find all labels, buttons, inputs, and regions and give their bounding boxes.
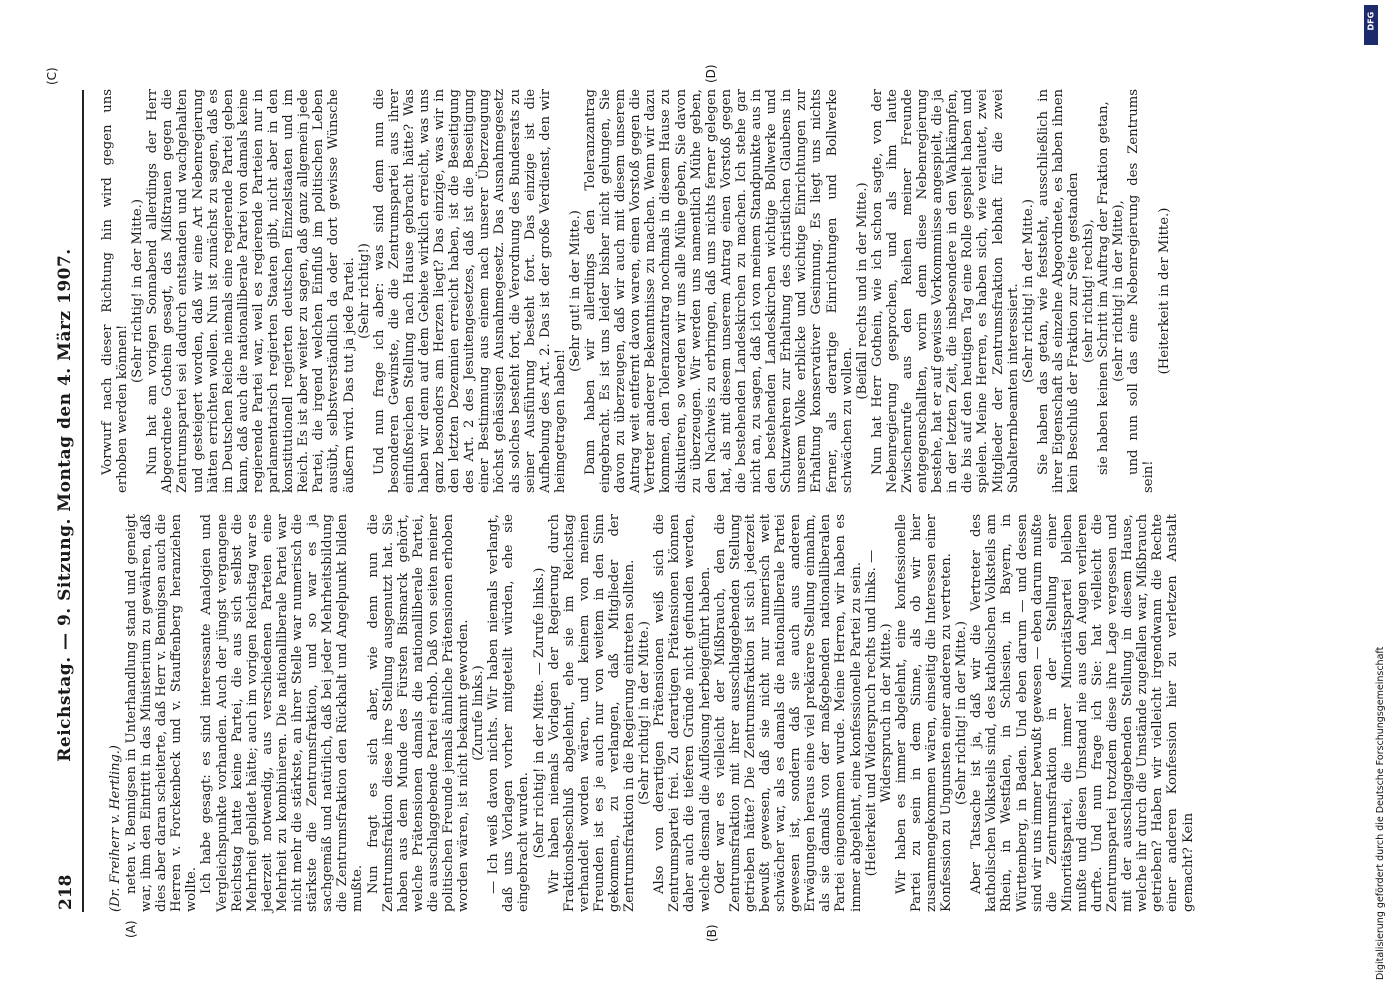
paragraph: Sie haben das getan, wie feststeht, ausschließlich in ihrer Eigenschaft als einzelne Abgeordnete, es haben ihnen kein Beschluß der Fraktion zur Seite gestanden xyxy=(1035,89,1081,493)
paragraph: Vorwurf nach dieser Richtung hin wird gegen uns erhoben werden können! xyxy=(100,89,131,493)
paragraph: Wir haben niemals Vorlagen der Regierung durch Fraktionsbeschluß abgelehnt, ehe sie im Reichstag verhandelt worden wären, und keinem von meinen Freunden ist es je auch nur von weitem in den Sinn gekommen, zu verlangen, daß Mitglieder der Zentrumsfraktion in die Regierung eintreten sollten. xyxy=(546,514,638,912)
text-column-right xyxy=(100,89,1306,493)
running-head: (Dr. Freiherr v. Hertling.) xyxy=(108,744,123,912)
paragraph: (Sehr richtig! in der Mitte.) xyxy=(637,621,653,805)
paragraph: und nun soll das eine Nebenregierung des Zentrums sein! xyxy=(1126,89,1157,493)
page-header-title: Reichstag. — 9. Sitzung. Montag den 4. März 1907. xyxy=(55,248,75,762)
paragraph: Aber Tatsache ist ja, daß wir die Vertreter des katholischen Volksteils sind, des katholischen Volksteils am Rhein, in Westfalen, in Schlesien, in Bayern, in Württemberg, in Baden. Und eben darum — und dessen sind wir uns immer bewußt gewesen — eben darum mußte die Zentrumsfraktion in der Stellung einer Minoritätspartei, die immer Minoritätspartei bleiben mußte und diesen Umstand nie aus den Augen verlieren durfte. Und nun frage ich Sie: hat vielleicht die Zentrumspartei trotzdem diese ihre Lage vergessen und mit der ausschlaggebenden Stellung in diesem Hause, welche ihr durch die Umstände zugefallen war, Mißbrauch getrieben? Haben wir vielleicht irgendwann die Rechte einer anderen Konfession hier zu verletzen Anstalt gemacht? Kein xyxy=(969,514,1196,912)
paragraph: (Heiterkeit und Widerspruch rechts und links. — Widerspruch in der Mitte.) xyxy=(863,549,894,877)
paragraph: (Sehr richtig! in der Mitte. — Zurufe links.) xyxy=(531,567,547,859)
paragraph: neten v. Bennigsen in Unterhandlung stand und geneigt war, ihm den Eintritt in das Ministerium zu gewähren, daß dies aber daran scheiterte, daß Herr v. Bennigsen auch die Herren v. Forckenbeck und v. Stauffenberg heranziehen wollte. xyxy=(124,514,200,912)
paragraph: (Sehr richtig! in der Mitte.) xyxy=(954,621,970,805)
margin-mark-a: (A) xyxy=(124,920,138,938)
paragraph: (sehr richtig! rechts), xyxy=(1081,219,1097,363)
paragraph: (sehr richtig! in der Mitte), xyxy=(1111,200,1127,382)
digitization-note xyxy=(1363,5,1386,995)
paragraph: (Sehr richtig! in der Mitte.) xyxy=(130,199,146,383)
margin-mark-b: (B) xyxy=(705,924,719,942)
margin-mark-d: (D) xyxy=(704,64,718,83)
paragraph: (Heiterkeit in der Mitte.) xyxy=(1156,207,1172,375)
paragraph: Und nun frage ich aber: was sind denn nun die besonderen Gewinste, die die Zentrumspartei aus ihrer einflußreichen Stellung nach Hause gebracht hätte? Was haben wir denn auf dem Gebiete wirklich erreicht, was uns ganz besonders am Herzen liegt? Das einzige, was wir in den letzten Dezennien erreicht haben, ist die Beseitigung des Art. 2 des Jesuitengesetzes, daß ist die Beseitigung einer Bestimmung aus einem nach unserer Überzeugung höchst gehässigen Ausnahmegesetz. Das Ausnahmegesetz als solches besteht fort, die Verordnung des Bundesrats zu seiner Ausführung besteht fort. Das einzige ist die Aufhebung des Art. 2. Das ist der große Verdienst, den wir heimgetragen haben! xyxy=(371,89,568,493)
paragraph: (Sehr richtig!) xyxy=(356,243,372,339)
dfg-logo-text: DFG xyxy=(1366,11,1376,31)
paragraph: (Sehr richtig! in der Mitte.) xyxy=(1020,199,1036,383)
digitization-note-text: Digitalisierung gefördert durch die Deutsche Forschungsgemeinschaft xyxy=(1375,646,1386,980)
paragraph: (Zurufe links.) xyxy=(471,665,487,761)
margin-mark-c: (C) xyxy=(45,67,59,85)
paragraph: (Beifall rechts und in der Mitte.) xyxy=(854,182,870,400)
paragraph: Dann haben wir allerdings den Toleranzantrag eingebracht. Es ist uns leider bisher nicht gelungen, Sie davon zu überzeugen, daß wir auch mit diesem unserem Antrag weit entfernt davon waren, einen Vorstoß gegen die Vertreter anderer Bekenntnisse zu machen. Wenn wir dazu kommen, den Toleranzantrag nochmals in diesem Hause zu diskutieren, so werden wir uns alle Mühe geben, Sie davon zu überzeugen. Wir werden uns namentlich Mühe geben, den Nachweis zu erbringen, daß uns nichts ferner gelegen hat, als mit diesem unserem Antrag einen Vorstoß gegen die bestehenden Landeskirchen zu machen. Ich stehe gar nicht an, zu sagen, daß ich von meinem Standpunkte aus in den bestehenden Landeskirchen wichtige Bollwerke und Schutzwehren zur Erhaltung des christlichen Glaubens in unserem Volke erblicke und wichtige Einrichtungen zur Erhaltung konservativer Gesinnung. Es liegt uns nichts ferner, als derartige Einrichtungen und Bollwerke schwächen zu wollen. xyxy=(583,89,855,493)
paragraph: Nun fragt es sich aber, wie denn nun die Zentrumsfraktion diese ihre Stellung ausgenutzt hat. Sie haben aus dem Munde des Fürsten Bismarck gehört, welche Prätensionen damals die nationalliberale Partei, die ausschlaggebende Partei erhob. Daß von seiten meiner politischen Freunde jemals ähnliche Prätensionen erhoben worden wären, ist nicht bekannt geworden. xyxy=(365,514,472,912)
paragraph: Nun hat Herr Gothein, wie ich schon sagte, von der Nebenregierung gesprochen, und als ihm laute Zwischenrufe aus den Reihen meiner Freunde entgegenschallten, worin denn diese Nebenregierung bestehe, hat er auf gewisse Vorkommnisse angespielt, die ja in der letzten Zeit, die insbesondere in den Wahlkämpfen, die bis auf den heutigen Tag eine Rolle gespielt haben und spielen. Meine Herren, es haben sich, wie verlautet, zwei Mitglieder der Zentrumsfraktion lebhaft für die zwei Subalternbeamten interessiert. xyxy=(869,89,1021,493)
header-rule xyxy=(82,90,84,912)
paragraph: (Sehr gut! in der Mitte.) xyxy=(567,210,583,372)
paragraph: Also von derartigen Prätensionen weiß sich die Zentrumspartei frei. Zu derartigen Prätensionen können daher auch die tieferen Gründe nicht gefunden werden, welche diesmal die Auflösung herbeigeführt haben. xyxy=(652,514,713,912)
text-column-left xyxy=(124,514,1306,912)
paragraph: sie haben keinen Schritt im Auftrag der Fraktion getan, xyxy=(1096,101,1112,475)
paragraph: Oder war es vielleicht der Mißbrauch, den die Zentrumsfraktion mit ihrer ausschlaggebenden Stellung getrieben hätte? Die Zentrumsfraktion ist sich jederzeit bewußt gewesen, daß sie nicht nur numerisch weit schwächer war, als es damals die nationalliberale Partei gewesen ist, sondern daß sie auch aus anderen Erwägungen heraus eine viel prekärere Stellung einnahm, als sie damals von der maßgebenden nationalliberalen Partei eingenommen wurde. Meine Herren, wir haben es immer abgelehnt, eine konfessionelle Partei zu sein. xyxy=(712,514,864,912)
paragraph: Wir haben es immer abgelehnt, eine konfessionelle Partei zu sein in dem Sinne, als ob wir hier zusammengekommen wären, einseitig die Interessen einer Konfession zu Ungunsten einer anderen zu vertreten. xyxy=(893,514,955,912)
paragraph: Nun hat am vorigen Sonnabend allerdings der Herr Abgeordnete Gothein gesagt, das Mißtrauen gegen die Zentrumspartei sei dadurch entstanden und wachgehalten und gesteigert worden, daß wir eine Art Nebenregierung hätten errichten wollen. Nun ist zunächst zu sagen, daß es im Deutschen Reiche niemals eine regierende Partei geben kann, daß auch die nationalliberale Partei von damals keine regierende Partei war, weil es regierende Parteien nur in parlamentarisch regierten Staaten gibt, nicht aber in den konstitutionell regierten deutschen Einzelstaaten und im Reich. Es ist aber weiter zu sagen, daß ganz allgemein jede Partei, die irgend welchen Einfluß im politischen Leben ausübt, selbstverständlich da oder dort gewisse Wünsche äußern wird. Das tut ja jede Partei. xyxy=(145,89,357,493)
paragraph: — Ich weiß davon nichts. Wir haben niemals verlangt, daß uns Vorlagen vorher mitgeteilt würden, ehe sie eingebracht wurden. xyxy=(486,514,532,912)
paragraph: Ich habe gesagt: es sind interessante Analogien und Vergleichspunkte vorhanden. Auch der jüngst vergangene Reichstag hatte keine Partei, die aus sich selbst die Mehrheit gebildet hätte; auch im vorigen Reichstag war es jederzeit notwendig, aus verschiedenen Parteien eine Mehrheit zu kombinieren. Die nationalliberale Partei war nicht mehr die stärkste, an ihrer Stelle war numerisch die stärkste die Zentrumsfraktion, und so war es ja sachgemäß und natürlich, daß bei jeder Mehrheitsbildung die Zentrumsfraktion den Rückhalt und Angelpunkt bilden mußte. xyxy=(199,514,366,912)
page-number: 218 xyxy=(56,874,76,910)
